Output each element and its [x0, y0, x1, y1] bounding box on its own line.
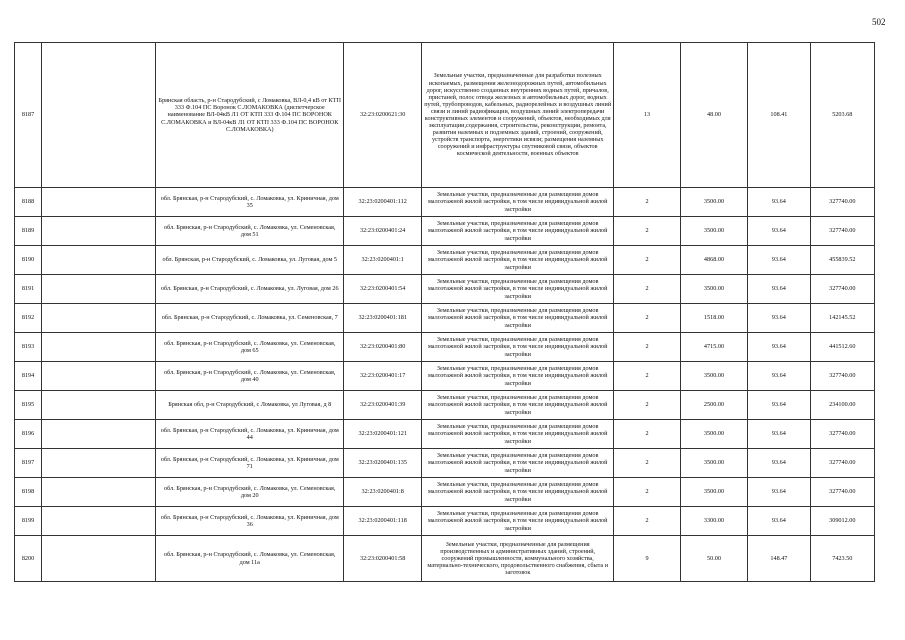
- row-number-cell: 8188: [15, 188, 42, 217]
- rate-cell: 93.64: [748, 304, 810, 333]
- cadastral-value-cell: 327740.00: [810, 449, 874, 478]
- land-use-cell: Земельные участки, предназначенные для размещения домов малоэтажной жилой застройки, в том числе индивидуальной жилой застройки: [422, 420, 614, 449]
- empty-cell: [42, 478, 156, 507]
- table-row: [15, 43, 875, 188]
- row-number-cell: 8199: [15, 507, 42, 536]
- cadastral-value-cell: 327740.00: [810, 217, 874, 246]
- row-number-cell: 8198: [15, 478, 42, 507]
- group-cell: 13: [614, 43, 680, 188]
- row-number-cell: 8192: [15, 304, 42, 333]
- group-cell: 9: [614, 536, 680, 582]
- row-number-cell: 8190: [15, 246, 42, 275]
- row-number-cell: 8187: [15, 43, 42, 188]
- empty-cell: [42, 275, 156, 304]
- cadastral-number-cell: 32:23:0200621:30: [344, 43, 422, 188]
- table-row: [15, 536, 875, 582]
- area-cell: 3500.00: [680, 217, 748, 246]
- address-cell: обл. Брянская, р-н Стародубский, с. Ломаковка, ул. Криничная, дом 44: [156, 420, 344, 449]
- address-cell: обл. Брянская, р-н Стародубский, с. Ломаковка, ул. Криничная, дом 35: [156, 188, 344, 217]
- group-cell: 2: [614, 478, 680, 507]
- area-cell: 3300.00: [680, 507, 748, 536]
- empty-cell: [42, 391, 156, 420]
- address-cell: обл. Брянская, р-н Стародубский, с. Ломаковка, ул. Семеновская, дом 40: [156, 362, 344, 391]
- land-use-cell: Земельные участки, предназначенные для размещения домов малоэтажной жилой застройки, в том числе индивидуальной жилой застройки: [422, 478, 614, 507]
- table-row: [15, 449, 875, 478]
- rate-cell: 93.64: [748, 507, 810, 536]
- cadastral-value-cell: 234100.00: [810, 391, 874, 420]
- table-row: [15, 333, 875, 362]
- area-cell: 3500.00: [680, 362, 748, 391]
- cadastral-value-cell: 142145.52: [810, 304, 874, 333]
- cadastral-number-cell: 32:23:0200401:80: [344, 333, 422, 362]
- rate-cell: 93.64: [748, 420, 810, 449]
- row-number-cell: 8194: [15, 362, 42, 391]
- area-cell: 4868.00: [680, 246, 748, 275]
- group-cell: 2: [614, 391, 680, 420]
- row-number-cell: 8200: [15, 536, 42, 582]
- empty-cell: [42, 507, 156, 536]
- table-row: [15, 391, 875, 420]
- table-row: [15, 420, 875, 449]
- row-number-cell: 8191: [15, 275, 42, 304]
- row-number-cell: 8196: [15, 420, 42, 449]
- group-cell: 2: [614, 420, 680, 449]
- land-use-cell: Земельные участки, предназначенные для разработки полезных ископаемых, размещения железнодорожных путей, автомобильных дорог, искусственно созданных внутренних водных путей, причалов, пристаней, полос отвода железных и автомобильных дорог, водных путей, трубопроводов, кабельных, радиорелейных и воздушных линий связи и линий радиофикации, воздушных линий электропередачи конструктивных элементов и сооружений, объектов, необходимых для эксплуатации,содержания, строительства, реконструкции, ремонта, развития наземных и подземных зданий, строений, сооружений, устройств транспорта, энергетики исвязи; размещения наземных сооружений и инфраструктуры спутниковой связи, объектов космической деятельности, военных объектов: [422, 43, 614, 188]
- rate-cell: 108.41: [748, 43, 810, 188]
- registry-table: [14, 42, 875, 582]
- land-use-cell: Земельные участки, предназначенные для размещения производственных и административных зданий, строений, сооружений промышленности, коммунального хозяйства, материально-технического, продовольственного снабжения, сбыта и заготовок: [422, 536, 614, 582]
- group-cell: 2: [614, 333, 680, 362]
- land-use-cell: Земельные участки, предназначенные для размещения домов малоэтажной жилой застройки, в том числе индивидуальной жилой застройки: [422, 217, 614, 246]
- rate-cell: 148.47: [748, 536, 810, 582]
- registry-table-body: [15, 43, 875, 582]
- cadastral-number-cell: 32:23:0200401:24: [344, 217, 422, 246]
- rate-cell: 93.64: [748, 391, 810, 420]
- empty-cell: [42, 304, 156, 333]
- land-use-cell: Земельные участки, предназначенные для размещения домов малоэтажной жилой застройки, в том числе индивидуальной жилой застройки: [422, 246, 614, 275]
- cadastral-number-cell: 32:23:0200401:135: [344, 449, 422, 478]
- table-row: [15, 275, 875, 304]
- address-cell: обл. Брянская, р-н Стародубский, с. Ломаковка, ул. Луговая, дом 26: [156, 275, 344, 304]
- empty-cell: [42, 188, 156, 217]
- land-use-cell: Земельные участки, предназначенные для размещения домов малоэтажной жилой застройки, в том числе индивидуальной жилой застройки: [422, 188, 614, 217]
- cadastral-value-cell: 7423.50: [810, 536, 874, 582]
- cadastral-value-cell: 327740.00: [810, 420, 874, 449]
- empty-cell: [42, 43, 156, 188]
- empty-cell: [42, 333, 156, 362]
- cadastral-number-cell: 32:23:0200401:121: [344, 420, 422, 449]
- cadastral-number-cell: 32:23:0200401:39: [344, 391, 422, 420]
- row-number-cell: 8197: [15, 449, 42, 478]
- table-row: [15, 478, 875, 507]
- empty-cell: [42, 449, 156, 478]
- table-row: [15, 507, 875, 536]
- address-cell: Брянская обл, р-н Стародубский, с Ломаковка, ул Луговая, д 8: [156, 391, 344, 420]
- land-use-cell: Земельные участки, предназначенные для размещения домов малоэтажной жилой застройки, в том числе индивидуальной жилой застройки: [422, 304, 614, 333]
- cadastral-value-cell: 441512.60: [810, 333, 874, 362]
- cadastral-value-cell: 327740.00: [810, 275, 874, 304]
- cadastral-value-cell: 327740.00: [810, 362, 874, 391]
- address-cell: обл. Брянская, р-н Стародубский, с. Ломаковка, ул. Семеновская, дом 20: [156, 478, 344, 507]
- rate-cell: 93.64: [748, 449, 810, 478]
- cadastral-number-cell: 32:23:0200401:181: [344, 304, 422, 333]
- land-use-cell: Земельные участки, предназначенные для размещения домов малоэтажной жилой застройки, в том числе индивидуальной жилой застройки: [422, 333, 614, 362]
- group-cell: 2: [614, 246, 680, 275]
- land-use-cell: Земельные участки, предназначенные для размещения домов малоэтажной жилой застройки, в том числе индивидуальной жилой застройки: [422, 449, 614, 478]
- area-cell: 50.00: [680, 536, 748, 582]
- cadastral-value-cell: 327740.00: [810, 188, 874, 217]
- rate-cell: 93.64: [748, 362, 810, 391]
- row-number-cell: 8193: [15, 333, 42, 362]
- cadastral-value-cell: 309012.00: [810, 507, 874, 536]
- land-use-cell: Земельные участки, предназначенные для размещения домов малоэтажной жилой застройки, в том числе индивидуальной жилой застройки: [422, 362, 614, 391]
- page-number: 502: [872, 17, 886, 27]
- empty-cell: [42, 420, 156, 449]
- address-cell: обл. Брянская, р-н Стародубский, с. Ломаковка, ул. Семеновская, дом 11а: [156, 536, 344, 582]
- rate-cell: 93.64: [748, 188, 810, 217]
- cadastral-value-cell: 455839.52: [810, 246, 874, 275]
- area-cell: 3500.00: [680, 420, 748, 449]
- area-cell: 3500.00: [680, 478, 748, 507]
- rate-cell: 93.64: [748, 275, 810, 304]
- cadastral-number-cell: 32:23:0200401:1: [344, 246, 422, 275]
- address-cell: обл. Брянская, р-н Стародубский, с. Ломаковка, ул. Криничная, дом 71: [156, 449, 344, 478]
- cadastral-value-cell: 5203.68: [810, 43, 874, 188]
- table-row: [15, 304, 875, 333]
- address-cell: обл. Брянская, р-н Стародубский, с. Ломаковка, ул. Криничная, дом 36: [156, 507, 344, 536]
- table-row: [15, 188, 875, 217]
- cadastral-number-cell: 32:23:0200401:58: [344, 536, 422, 582]
- cadastral-number-cell: 32:23:0200401:118: [344, 507, 422, 536]
- table-row: [15, 217, 875, 246]
- group-cell: 2: [614, 507, 680, 536]
- empty-cell: [42, 217, 156, 246]
- area-cell: 3500.00: [680, 449, 748, 478]
- cadastral-number-cell: 32:23:0200401:17: [344, 362, 422, 391]
- address-cell: обл. Брянская, р-н Стародубский, с. Ломаковка, ул. Семеновская, дом 65: [156, 333, 344, 362]
- group-cell: 2: [614, 304, 680, 333]
- area-cell: 3500.00: [680, 188, 748, 217]
- address-cell: Брянская область, р-н Стародубский, с Ломаковка, ВЛ-0,4 кВ от КТП 333 Ф.104 ПС Вороно́к С.ЛОМАКОВКА (диспетчерское наименование ВЛ-04кВ Л1 ОТ КТП 333 Ф.104 ПС ВОРОНОК С.ЛОМАКОВКА и ВЛ-04кВ Л1 ОТ КТП 333 Ф.104 ПС ВОРОНОК С.ЛОМАКОВКА): [156, 43, 344, 188]
- land-use-cell: Земельные участки, предназначенные для размещения домов малоэтажной жилой застройки, в том числе индивидуальной жилой застройки: [422, 275, 614, 304]
- empty-cell: [42, 246, 156, 275]
- group-cell: 2: [614, 362, 680, 391]
- group-cell: 2: [614, 217, 680, 246]
- cadastral-number-cell: 32:23:0200401:112: [344, 188, 422, 217]
- row-number-cell: 8195: [15, 391, 42, 420]
- rate-cell: 93.64: [748, 333, 810, 362]
- group-cell: 2: [614, 449, 680, 478]
- cadastral-number-cell: 32:23:0200401:8: [344, 478, 422, 507]
- cadastral-number-cell: 32:23:0200401:54: [344, 275, 422, 304]
- address-cell: обл. Брянская, р-н Стародубский, с. Ломаковка, ул. Семеновская, дом 51: [156, 217, 344, 246]
- table-row: [15, 246, 875, 275]
- land-use-cell: Земельные участки, предназначенные для размещения домов малоэтажной жилой застройки, в том числе индивидуальной жилой застройки: [422, 391, 614, 420]
- row-number-cell: 8189: [15, 217, 42, 246]
- empty-cell: [42, 362, 156, 391]
- area-cell: 3500.00: [680, 275, 748, 304]
- address-cell: обл. Брянская, р-н Стародубский, с. Ломаковка, ул. Луговая, дом 5: [156, 246, 344, 275]
- land-use-cell: Земельные участки, предназначенные для размещения домов малоэтажной жилой застройки, в том числе индивидуальной жилой застройки: [422, 507, 614, 536]
- empty-cell: [42, 536, 156, 582]
- group-cell: 2: [614, 188, 680, 217]
- area-cell: 48.00: [680, 43, 748, 188]
- cadastral-value-cell: 327740.00: [810, 478, 874, 507]
- rate-cell: 93.64: [748, 217, 810, 246]
- group-cell: 2: [614, 275, 680, 304]
- rate-cell: 93.64: [748, 246, 810, 275]
- area-cell: 1518.00: [680, 304, 748, 333]
- rate-cell: 93.64: [748, 478, 810, 507]
- address-cell: обл. Брянская, р-н Стародубский, с. Ломаковка, ул. Семеновская, 7: [156, 304, 344, 333]
- area-cell: 2500.00: [680, 391, 748, 420]
- area-cell: 4715.00: [680, 333, 748, 362]
- table-row: [15, 362, 875, 391]
